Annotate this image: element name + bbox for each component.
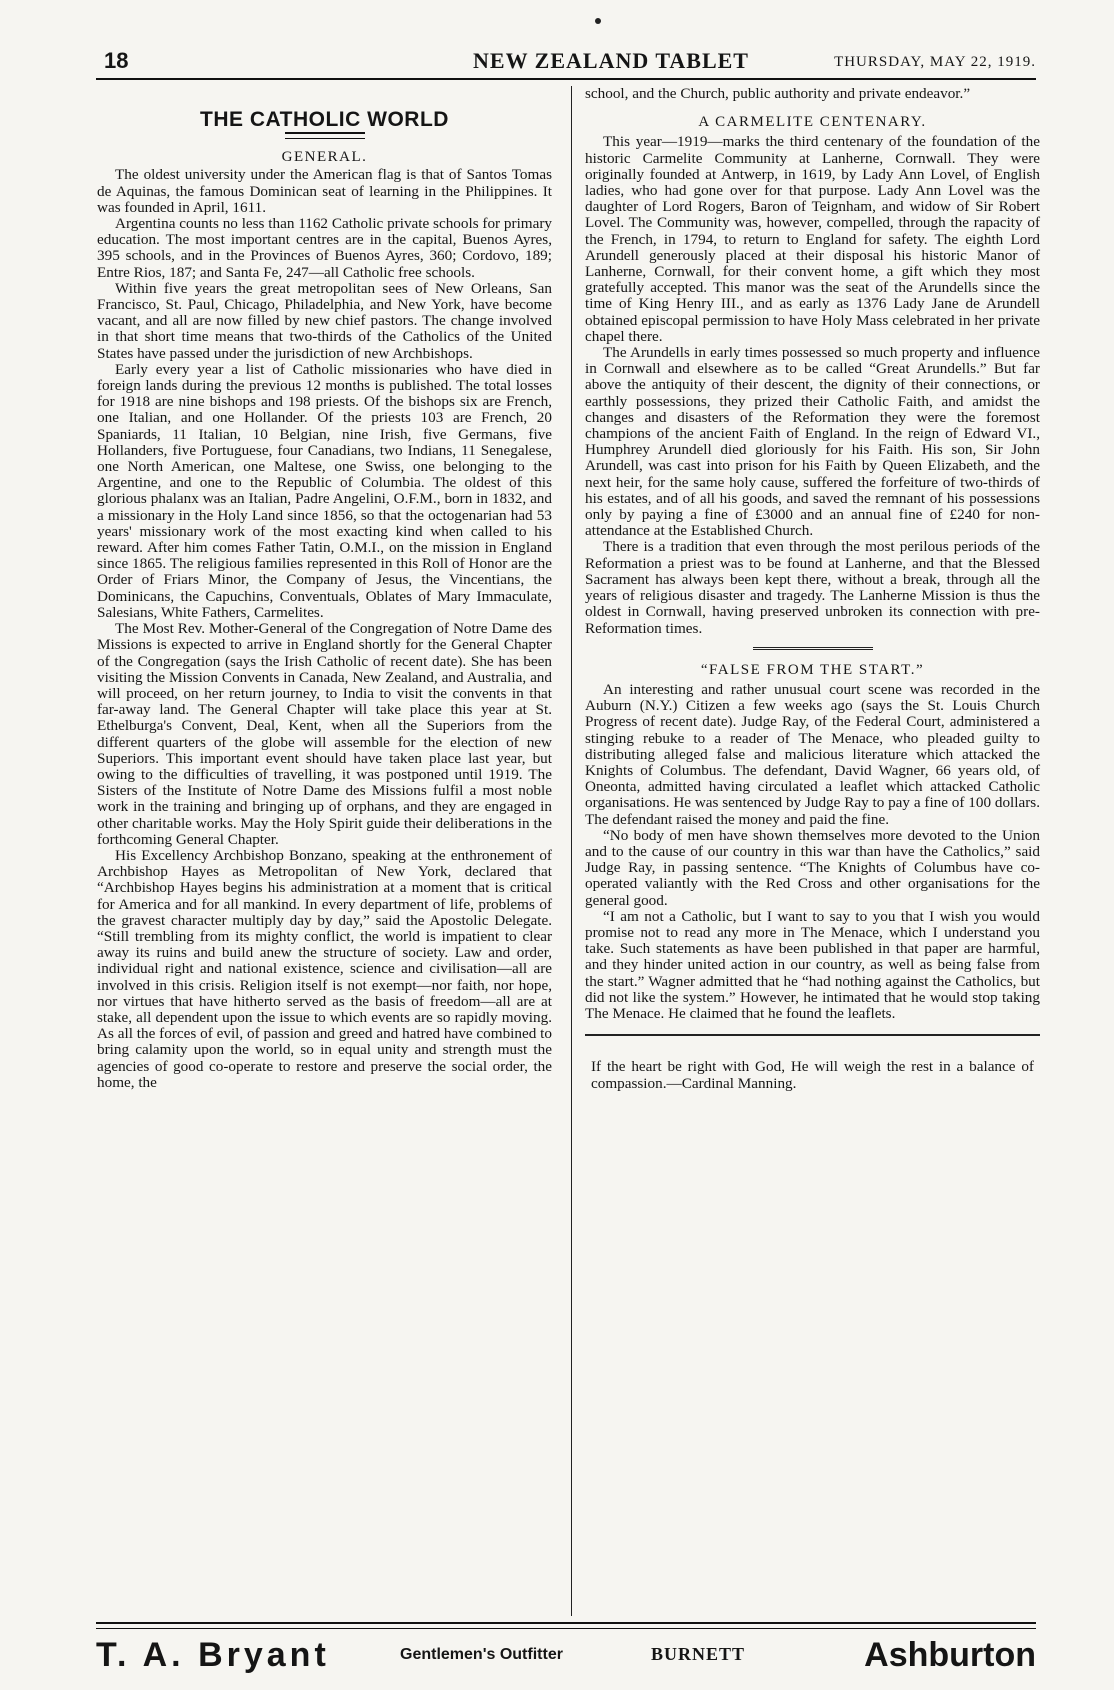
paragraph: This year—1919—marks the third centenary of the foundation of the historic Carmelite Community at Lanherne, Cornwall. They were originally founded at Antwerp, in 1619, by Lady Ann Lovel, of English ladies, who had gone over for that purpose. Lady Ann Lovel was the daughter of Lord Rogers, Baron of Teignham, and widow of Sir Robert Lovel. The Community was, however, compelled, through the rapacity of the French, in 1794, to return to England for safety. The eighth Lord Arundell generously placed at their disposal his historic Manor of Lanherne, Cornwall, for their convent home, a gift which they most gratefully accepted. This manor was the seat of the Arundells since the time of King Henry III., and as early as 1376 Lady Jane de Arundell obtained episcopal permission to have Holy Mass celebrated in her private chapel there.	[585, 133, 1040, 345]
heading-carmelite-centenary: A CARMELITE CENTENARY.	[698, 114, 927, 131]
paragraph: There is a tradition that even through the most perilous periods of the Reformation a priest was to be found at Lanherne, and that the Blessed Sacrament has always been kept there, without a break, through all the years of religious disaster and tragedy. The Lanherne Mission is thus the oldest in Cornwall, having preserved unbroken its connection with pre-Reformation times.	[585, 538, 1040, 637]
quote-rule	[585, 1034, 1040, 1036]
paragraph: The Most Rev. Mother-General of the Congregation of Notre Dame des Missions is expected to arrive in England shortly for the General Chapter of the Congregation (says the Irish Catholic of recent date). She has been visiting the Mission Convents in Canada, New Zealand, and Australia, and will proceed, on her return journey, to India to visit the convents in that far-away land. The General Chapter will take place this year at St. Ethelburga's Convent, Deal, Kent, when all the Superiors from the different quarters of the globe will assemble for the election of new Superiors. This important event should have taken place last year, but owing to the difficulties of travelling, it was postponed until 1919. The Sisters of the Institute of Notre Dame des Missions fulfil a most noble work in the training and bringing up of orphans, and they are engaged in other charitable works. May the Holy Spirit guide their deliberations in the forthcoming General Chapter.	[97, 620, 552, 848]
title-ornament	[285, 132, 365, 139]
ad-middle-text: Gentlemen's Outfitter	[400, 1646, 563, 1663]
section-title: THE CATHOLIC WORLD	[200, 108, 449, 131]
paragraph: His Excellency Archbishop Bonzano, speaking at the enthronement of Archbishop Hayes as Metropolitan of New York, declared that “Archbishop Hayes begins his administration at a moment that is critical for America and for all mankind. In every department of life, problems of the gravest character multiply day by day,” said the Apostolic Delegate. “Still trembling from its mighty conflict, the world is impatient to clear away its ruins and build anew the structure of society. Law and order, individual right and national existence, science and civilisation—all are involved in this crisis. Religion itself is not exempt—nor faith, nor hope, nor virtues that have hitherto served as the basis of freedom—all are at stake, all dependent upon the issue to which events are so rapidly moving. As all the forces of evil, of passion and greed and hatred have combined to bring calamity upon the world, so in equal unity and strength must the agencies of good co-operate to restore and preserve the social order, the home, the	[97, 846, 552, 1091]
column-divider	[571, 86, 572, 1616]
paragraph: Early every year a list of Catholic missionaries who have died in foreign lands during the previous 12 months is published. The total losses for 1918 are nine bishops and 198 priests. Of the bishops six are French, one Italian, and one Hollander. Of the priests 103 are French, 20 Spaniards, 11 Italian, 10 Belgian, nine Irish, five Germans, five Hollanders, five Portuguese, four Canadians, two Indians, 11 Senegalese, one North American, one Maltese, one Swiss, one belonging to the Argentine, and one to the Republic of Columbia. The oldest of this glorious phalanx was an Italian, Padre Angelini, O.F.M., born in 1832, and a missionary in the Holy Land since 1856, so that the octogenarian had 53 years' missionary work of the most exacting kind when called to his reward. After him comes Father Tatin, O.M.I., on the mission in England since 1865. The religious families represented in this Roll of Honor are the Order of Friars Minor, the Company of Jesus, the Vincentians, the Dominicans, the Capuchins, Conventuals, Oblates of Mary Immaculate, Salesians, White Fathers, Carmelites.	[97, 360, 552, 621]
header-rule	[96, 78, 1036, 80]
continued-text: school, and the Church, public authority and private endeavor.”	[585, 85, 971, 102]
paragraph: “I am not a Catholic, but I want to say to you that I wish you would promise not to read any more in The Menace, which I understand you take. Such statements as have been published in that paper are harmful, and they hinder united action in our country, as well as being false from the start.” Wagner admitted that he “had nothing against the Catholics, but did not like the system.” However, he intimated that he would stop taking The Menace. He claimed that he found the leaflets.	[585, 907, 1040, 1022]
issue-date: THURSDAY, MAY 22, 1919.	[834, 54, 1036, 70]
subheading-general: GENERAL.	[281, 149, 368, 166]
heading-false-from-start: “FALSE FROM THE START.”	[700, 661, 925, 678]
left-column	[97, 86, 552, 1091]
footer-rule	[96, 1622, 1036, 1624]
section-divider	[753, 647, 873, 650]
page-number: 18	[104, 48, 129, 73]
paragraph: Within five years the great metropolitan sees of New Orleans, San Francisco, St. Paul, Chicago, Philadelphia, and New York, have become vacant, and all are now filled by new chief pastors. The change involved in that short time means that two-thirds of the Catholics of the United States have passed under the jurisdiction of new Archbishops.	[97, 279, 552, 362]
paragraph: The oldest university under the American flag is that of Santos Tomas de Aquinas, the famous Dominican seat of learning in the Philippines. It was founded in April, 1611.	[97, 166, 552, 216]
cardinal-quote: If the heart be right with God, He will weigh the rest in a balance of compassion.—Cardinal Manning.	[591, 1058, 1034, 1093]
paragraph: An interesting and rather unusual court scene was recorded in the Auburn (N.Y.) Citizen a few weeks ago (says the St. Louis Church Progress of recent date). Judge Ray, of the Federal Court, administered a stinging rebuke to a reader of The Menace, who pleaded guilty to distributing alleged false and malicious literature which attacked the Knights of Columbus. The defendant, David Wagner, 66 years old, of Oneonta, admitted having circulated a leaflet which attacked Catholic organisations. He was sentenced by Judge Ray to pay a fine of 100 dollars. The defendant raised the money and paid the fine.	[585, 680, 1040, 828]
ad-left-text: T. A. Bryant	[96, 1636, 330, 1674]
right-column	[585, 86, 1040, 1092]
print-speck	[595, 18, 601, 24]
paragraph: “No body of men have shown themselves more devoted to the Union and to the cause of our country in this war than have the Catholics,” said Judge Ray, in passing sentence. “The Knights of Columbus have co-operated valiantly with the Red Cross and other organisations for the general good.	[585, 826, 1040, 909]
footer-rule-thin	[96, 1628, 1036, 1629]
footer-advertisement	[96, 1636, 1036, 1682]
paragraph: Argentina counts no less than 1162 Catholic private schools for primary education. The most important centres are in the capital, Buenos Ayres, 395 schools, and in the Provinces of Buenos Ayres, 360; Cordovo, 189; Entre Rios, 187; and Santa Fe, 247—all Catholic free schools.	[97, 215, 552, 281]
publication-title: NEW ZEALAND TABLET	[473, 48, 749, 73]
paragraph: The Arundells in early times possessed so much property and influence in Cornwall and elsewhere as to be called “Great Arundells.” But far above the antiquity of their descent, the dignity of their connections, or earthly possessions, they prized their Catholic Faith, and amidst the changes and disasters of the Reformation they were the foremost champions of the ancient Faith of England. In the reign of Edward VI., Humphrey Arundell died gloriously for his Faith. His son, Sir John Arundell, was cast into prison for his Faith by Queen Elizabeth, and the next heir, for the same holy cause, suffered the forfeiture of two-thirds of his estates, and of all his goods, and saved the remnant of his possessions only by paying a fine of £3000 and an annual fine of £240 for non-attendance at the Established Church.	[585, 344, 1040, 540]
page-header	[96, 48, 1036, 76]
ad-right-text: Ashburton	[864, 1636, 1036, 1674]
ad-name-text: BURNETT	[651, 1644, 746, 1664]
